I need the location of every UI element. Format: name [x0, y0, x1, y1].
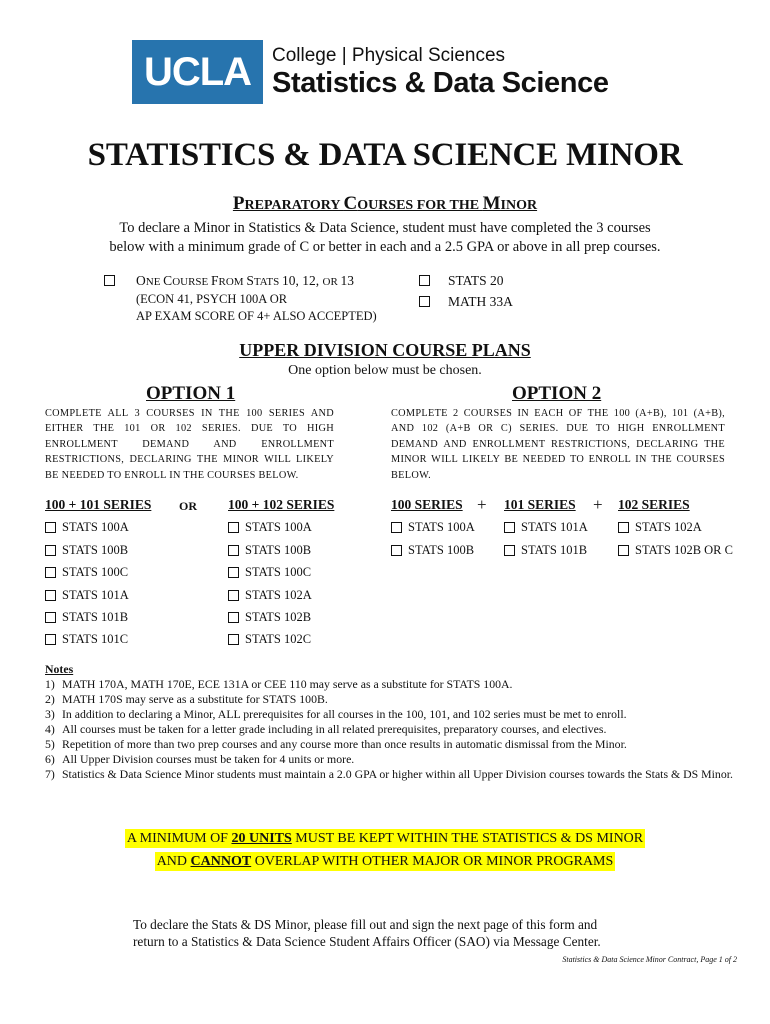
prep-checkbox-3[interactable]	[419, 296, 430, 307]
course-checkbox[interactable]	[228, 634, 239, 645]
course-item: STATS 100A	[391, 520, 475, 535]
note-item: 2) MATH 170S may serve as a substitute for STATS 100B.	[45, 692, 328, 706]
course-checkbox[interactable]	[45, 612, 56, 623]
plus-sign: +	[593, 495, 603, 514]
course-item: STATS 101B	[45, 610, 128, 625]
upper-division-heading: UPPER DIVISION COURSE PLANS	[239, 340, 531, 360]
prep-item-1-text: ONE COURSE FROM STATS 10, 12, OR 13 (ECON 41, PSYCH 100A OR AP EXAM SCORE OF 4+ ALSO ACCEPTED)	[136, 273, 377, 323]
course-item: STATS 101A	[45, 588, 129, 603]
course-item: STATS 102B	[228, 610, 311, 625]
series-100-101-heading: 100 + 101 SERIES	[45, 497, 152, 512]
course-item: STATS 100C	[228, 565, 311, 580]
course-item: STATS 101B	[504, 543, 587, 558]
series-100-102-heading: 100 + 102 SERIES	[228, 497, 335, 512]
department-name	[272, 40, 609, 104]
prep-heading: PREPARATORY COURSES FOR THE MINOR	[232, 193, 538, 214]
page-title: STATISTICS & DATA SCIENCE MINOR	[87, 137, 683, 173]
note-item: 1) MATH 170A, MATH 170E, ECE 131A or CEE 110 may serve as a substitute for STATS 100A.	[45, 677, 513, 691]
course-item: STATS 100B	[228, 543, 311, 558]
notes-heading: Notes	[45, 662, 74, 676]
department-title: Statistics & Data Science	[272, 67, 609, 99]
course-item: STATS 101C	[45, 632, 128, 647]
note-item: 4) All courses must be taken for a letter grade including in all related prerequisites, preparatory courses, and electives.	[45, 722, 607, 736]
course-checkbox[interactable]	[504, 545, 515, 556]
series-102-heading: 102 SERIES	[618, 497, 690, 512]
course-checkbox[interactable]	[228, 545, 239, 556]
ucla-logo-box: UCLA	[132, 40, 263, 104]
ucla-logo	[132, 40, 609, 104]
option-2-heading: OPTION 2	[512, 383, 602, 404]
course-item: STATS 100B	[45, 543, 128, 558]
course-checkbox[interactable]	[45, 545, 56, 556]
option-2-description: COMPLETE 2 COURSES IN EACH OF THE 100 (A+B), 101 (A+B), AND 102 (A+B OR C) SERIES. DUE TO HIGH ENROLLMENT DEMAND AND ENROLLMENT RESTRICTIONS, DECLARING THE MINOR WILL LIKELY BE NEEDED TO ENROLL IN THE COURSES BELOW.	[391, 408, 725, 481]
prep-checkbox-1[interactable]	[104, 275, 115, 286]
course-checkbox[interactable]	[391, 522, 402, 533]
declare-instructions: To declare the Stats & DS Minor, please fill out and sign the next page of this form and return to a Statistics & Data Science Student Affairs Officer (SAO) via Message Center.	[133, 917, 601, 949]
minimum-units-line-1: A MINIMUM OF 20 UNITS MUST BE KEPT WITHIN THE STATISTICS & DS MINOR	[126, 831, 644, 846]
note-item: 7) Statistics & Data Science Minor students must maintain a 2.0 GPA or higher within all Upper Division courses towards the Stats & DS Minor.	[45, 767, 733, 781]
course-item: STATS 100A	[45, 520, 129, 535]
course-checkbox[interactable]	[618, 522, 629, 533]
option-1-description: COMPLETE ALL 3 COURSES IN THE 100 SERIES AND EITHER THE 101 OR 102 SERIES. DUE TO HIGH ENROLLMENT DEMAND AND ENROLLMENT RESTRICTIONS, DECLARING THE MINOR WILL LIKELY BE NEEDED TO ENROLL IN THE COURSES BELOW.	[45, 408, 334, 481]
course-checkbox[interactable]	[504, 522, 515, 533]
note-item: 6) All Upper Division courses must be taken for 4 units or more.	[45, 752, 355, 766]
or-label: OR	[179, 499, 197, 513]
course-checkbox[interactable]	[228, 522, 239, 533]
course-checkbox[interactable]	[45, 522, 56, 533]
course-item: STATS 101A	[504, 520, 588, 535]
plus-sign: +	[477, 495, 487, 514]
course-checkbox[interactable]	[45, 634, 56, 645]
prep-checkbox-2[interactable]	[419, 275, 430, 286]
series-101-heading: 101 SERIES	[504, 497, 576, 512]
course-checkbox[interactable]	[45, 590, 56, 601]
course-checkbox[interactable]	[391, 545, 402, 556]
course-item: STATS 102C	[228, 632, 311, 647]
note-item: 3) In addition to declaring a Minor, ALL prerequisites for all courses in the 100, 101, and 102 series must be met to enroll.	[45, 707, 627, 721]
note-item: 5) Repetition of more than two prep courses and any course more than once results in automatic dismissal from the Minor.	[45, 737, 627, 751]
upper-division-subtitle: One option below must be chosen.	[288, 363, 482, 378]
course-item: STATS 100A	[228, 520, 312, 535]
course-item: STATS 100C	[45, 565, 128, 580]
course-checkbox[interactable]	[228, 612, 239, 623]
course-checkbox[interactable]	[228, 567, 239, 578]
series-100-heading: 100 SERIES	[391, 497, 463, 512]
option-1-heading: OPTION 1	[146, 383, 236, 404]
course-item: STATS 102A	[228, 588, 312, 603]
course-checkbox[interactable]	[618, 545, 629, 556]
page-footer: Statistics & Data Science Minor Contract, Page 1 of 2	[562, 955, 737, 964]
course-checkbox[interactable]	[228, 590, 239, 601]
prep-intro: To declare a Minor in Statistics & Data Science, student must have completed the 3 courses below with a minimum grade of C or better in each and a 2.5 GPA or above in all prep courses.	[109, 220, 661, 255]
course-checkbox[interactable]	[45, 567, 56, 578]
course-item: STATS 102B OR C	[618, 543, 733, 558]
college-name: College | Physical Sciences	[272, 45, 506, 66]
notes-section	[45, 662, 735, 782]
minimum-units-line-2: AND CANNOT OVERLAP WITH OTHER MAJOR OR MINOR PROGRAMS	[156, 854, 614, 869]
course-item: STATS 100B	[391, 543, 474, 558]
course-item: STATS 102A	[618, 520, 702, 535]
